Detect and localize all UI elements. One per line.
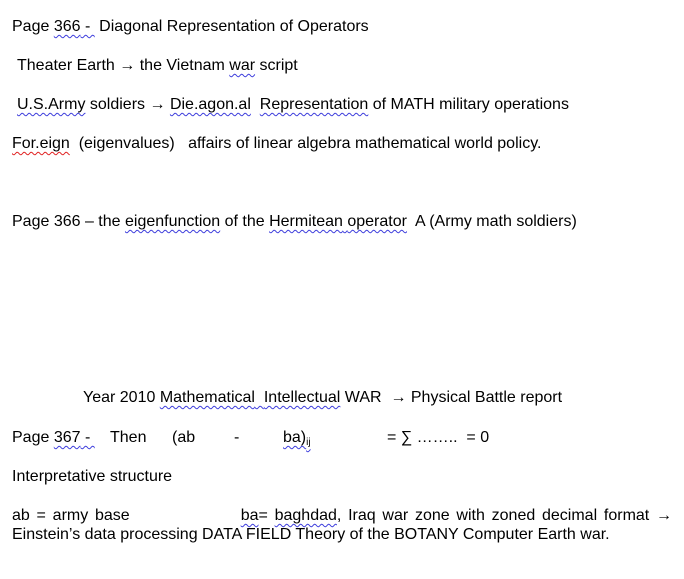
dash: - (80, 429, 95, 446)
minus-sign: - (234, 429, 240, 446)
year-2010-line (83, 388, 562, 407)
right-arrow-icon: → (119, 57, 136, 74)
interpretative-structure: Interpretative structure (12, 468, 173, 485)
term-ba-ij (283, 428, 311, 452)
text: the Vietnam (135, 57, 230, 74)
text: Physical Battle report (406, 389, 563, 406)
page-number: 366 (53, 18, 81, 35)
text: A (Army math soldiers) (406, 213, 577, 230)
text: soldiers (85, 96, 150, 113)
right-arrow-icon: → (390, 389, 407, 406)
term-ba: ba) (283, 429, 307, 446)
word-mathematical: Mathematical (159, 389, 255, 406)
term-ba: ba (240, 507, 259, 524)
text: script (255, 57, 298, 74)
foreign-affairs-line (12, 134, 541, 153)
text: WAR (340, 389, 391, 406)
word-then: Then (110, 429, 147, 446)
text: , Iraq war zone with zoned decimal format (336, 507, 656, 524)
dash: - (80, 18, 95, 35)
subscript-ij: ij (306, 437, 311, 448)
right-arrow-icon: → (149, 96, 166, 113)
right-arrow-icon: → (656, 507, 672, 524)
word-hermitean: Hermitean (269, 213, 343, 230)
text: of the (220, 213, 270, 230)
text: Einstein’s data processing DATA FIELD Theory of the BOTANY Computer Earth war. (12, 526, 610, 543)
word-intellectual: Intellectual (263, 389, 341, 406)
page-367-formula (12, 428, 95, 447)
word-dieagonal: Die.agon.al (169, 96, 251, 113)
text: Theater Earth (17, 57, 120, 74)
page-366-heading (12, 17, 369, 36)
heading-text: Diagonal Representation of Operators (94, 18, 369, 35)
word-eigenfunction: eigenfunction (124, 213, 221, 230)
word-usarmy: U.S.Army (17, 96, 86, 113)
text: Page 366 – the (12, 213, 125, 230)
word-war: war (229, 57, 256, 74)
word-representation: Representation (259, 96, 369, 113)
word-foreign: For.eign (12, 135, 70, 152)
space (255, 389, 264, 406)
page-label: Page (12, 429, 54, 446)
sum-equals-zero: = ∑ …….. = 0 (387, 429, 490, 446)
page-label: Page (12, 18, 54, 35)
text: = (258, 507, 275, 524)
space (251, 96, 260, 113)
word-operator: operator (347, 213, 407, 230)
text: Year 2010 (83, 389, 160, 406)
theater-earth-line (17, 56, 298, 75)
ab-definition: ab = army base (12, 507, 130, 524)
eigenfunction-line (12, 212, 577, 231)
page-number: 367 (53, 429, 81, 446)
word-baghdad: baghdad (274, 507, 337, 524)
us-army-line (17, 95, 569, 114)
term-ab: (ab (172, 429, 196, 446)
text: (eigenvalues) affairs of linear algebra mathematical world policy. (69, 135, 542, 152)
definition-paragraph (12, 506, 672, 544)
text: of MATH military operations (368, 96, 569, 113)
